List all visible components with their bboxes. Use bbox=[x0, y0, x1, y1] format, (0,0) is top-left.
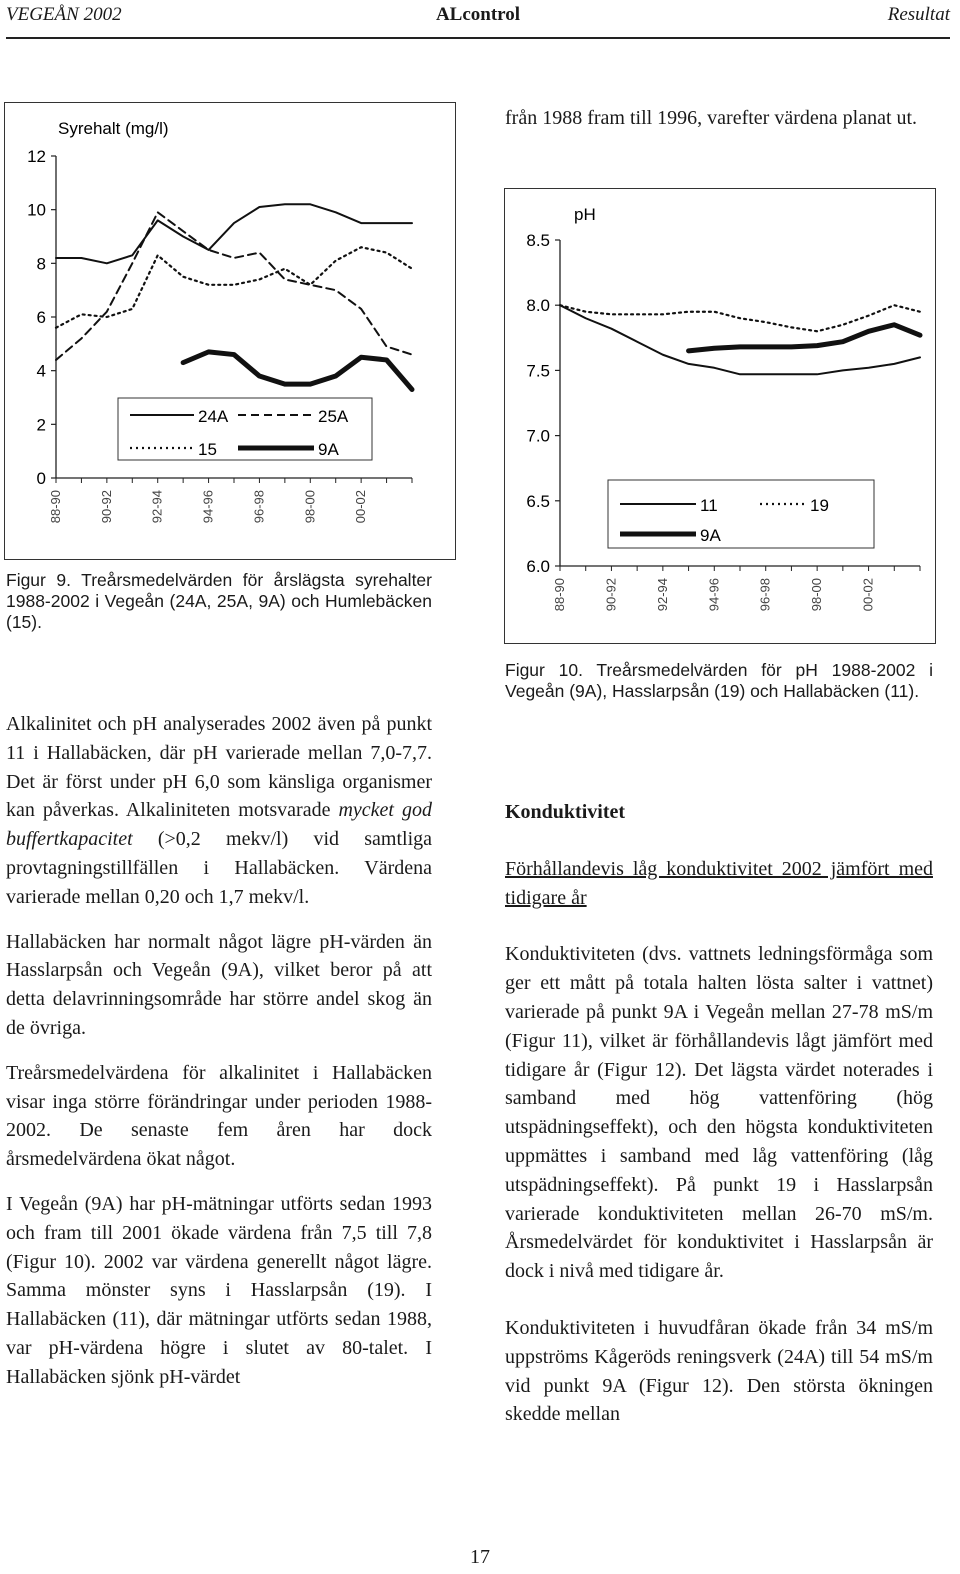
fig10-legend bbox=[608, 480, 874, 548]
fig10-series-19 bbox=[560, 305, 920, 331]
figure-10 bbox=[504, 188, 936, 644]
fig9-y-tick-label: 12 bbox=[27, 147, 46, 166]
left-column bbox=[6, 710, 432, 1392]
fig9-x-tick-label: 90-92 bbox=[98, 490, 114, 524]
figure-9-caption: Figur 9. Treårsmedelvärden för årslägsta syrehalter 1988-2002 i Vegeån (24A, 25A, 9A) och Humlebäcken (15). bbox=[6, 570, 432, 632]
fig9-series-9A bbox=[183, 352, 412, 390]
fig10-x-tick-label: 98-00 bbox=[809, 578, 825, 612]
fig9-series-24A bbox=[56, 204, 412, 263]
figure-9-frame bbox=[5, 103, 456, 560]
right-column bbox=[505, 798, 933, 1429]
figure-10-caption: Figur 10. Treårsmedelvärden för pH 1988-2002 i Vegeån (9A), Hasslarpsån (19) och Hallabäcken (11). bbox=[505, 660, 933, 701]
fig10-x-tick-label: 88-90 bbox=[552, 578, 567, 612]
section-heading: Konduktivitet bbox=[505, 801, 626, 823]
left-paragraph-3: Treårsmedelvärdena för alkalinitet i Hallabäcken visar inga större förändringar under perioden 1988-2002. De senaste fem åren har dock årsmedelvärdena ökat något. bbox=[6, 1061, 432, 1171]
fig10-y-tick-label: 6.5 bbox=[526, 491, 550, 511]
fig10-y-tick-label: 8.0 bbox=[526, 296, 550, 316]
right-column-intro bbox=[505, 104, 933, 133]
figure-10-ylabel: pH bbox=[574, 205, 596, 224]
fig10-legend-label: 19 bbox=[810, 496, 829, 515]
fig9-legend-label: 9A bbox=[318, 440, 339, 459]
fig10-y-tick-label: 8.5 bbox=[526, 231, 550, 250]
fig9-legend-label: 15 bbox=[198, 440, 217, 459]
fig9-y-tick-label: 10 bbox=[27, 200, 46, 220]
fig10-x-tick-label: 96-98 bbox=[757, 578, 773, 612]
fig9-y-tick-label: 2 bbox=[36, 415, 46, 435]
fig9-legend-label: 24A bbox=[198, 407, 229, 426]
fig9-x-tick-label: 94-96 bbox=[200, 490, 216, 524]
fig10-x-tick-label: 92-94 bbox=[654, 578, 670, 612]
header-left: VEGEÅN 2002 bbox=[6, 4, 122, 25]
figure-9 bbox=[4, 102, 456, 560]
left-paragraph-1: Alkalinitet och pH analyserades 2002 även på punkt 11 i Hallabäcken, där pH varierade mellan 7,0-7,7. Det är först under pH 6,0 som känsliga organismer kan påverkas. Alkaliniteten motsvarade mycket god buffertkapacitet (>0,2 mekv/l) vid samtliga provtagningstillfällen i Hallabäcken. Värdena varierade mellan 0,20 och 1,7 mekv/l. bbox=[6, 713, 432, 908]
right-paragraph-1: Konduktiviteten (dvs. vattnets ledningsförmåga som ger ett mått på totala halten lösta salter i vattnet) varierade på punkt 9A i Vegeån mellan 27-78 mS/m (Figur 11), vilket är förhållandevis lågt jämfört med tidigare år (Figur 12). Det lägsta värdet noterades i samband med hög vattenföring (hög utspädningseffekt), och den högsta konduktiviteten uppmättes i samband med låg vattenföring (låg utspädningseffekt). På punkt 19 i Hasslarpsån varierade konduktiviteten mellan 26-70 mS/m. Årsmedelvärdet för konduktivitet i Hasslarpsån är dock i nivå med tidigare år. bbox=[505, 943, 933, 1283]
fig10-legend-label: 9A bbox=[700, 526, 721, 545]
fig9-series-15 bbox=[56, 247, 412, 328]
fig9-x-tick-label: 88-90 bbox=[48, 490, 63, 524]
figure-9-ylabel: Syrehalt (mg/l) bbox=[58, 119, 169, 138]
fig9-x-tick-label: 98-00 bbox=[302, 490, 318, 524]
right-intro: från 1988 fram till 1996, varefter värdena planat ut. bbox=[505, 107, 918, 129]
fig9-x-tick-label: 00-02 bbox=[353, 490, 369, 524]
left-paragraph-2: Hallabäcken har normalt något lägre pH-värden än Hasslarpsån och Vegeån (9A), vilket beror på att detta delavrinningsområde har större andel skog än de övriga. bbox=[6, 930, 432, 1039]
fig9-legend-label: 25A bbox=[318, 407, 349, 426]
fig10-y-tick-label: 6.0 bbox=[526, 557, 550, 576]
header-rule bbox=[6, 37, 950, 39]
left-paragraph-4: I Vegeån (9A) har pH-mätningar utförts sedan 1993 och fram till 2001 ökade värdena från 7,5 till 7,8 (Figur 10). 2002 var värdena generellt något lägre. Samma mönster syns i Hasslarpsån (19). I Hallabäcken (11), där mätningar utförts sedan 1988, var pH-värdena högre i slutet av 80-talet. I Hallabäcken sjönk pH-värdet bbox=[6, 1192, 432, 1388]
figure-10-frame bbox=[505, 189, 936, 644]
page-header bbox=[6, 0, 950, 34]
fig10-x-tick-label: 94-96 bbox=[706, 578, 722, 612]
fig10-legend-label: 11 bbox=[700, 496, 718, 515]
fig10-y-tick-label: 7.5 bbox=[526, 361, 550, 381]
fig9-x-tick-label: 96-98 bbox=[251, 490, 267, 524]
fig9-y-tick-label: 8 bbox=[36, 254, 46, 274]
right-paragraph-2: Konduktiviteten i huvudfåran ökade från 34 mS/m uppströms Kågeröds reningsverk (24A) till 54 mS/m vid punkt 9A (Figur 12). Den största ökningen skedde mellan bbox=[505, 1316, 933, 1426]
header-right: Resultat bbox=[887, 4, 950, 25]
fig9-y-tick-label: 6 bbox=[36, 308, 46, 327]
fig9-series-25A bbox=[56, 212, 412, 360]
header-center: ALcontrol bbox=[435, 4, 521, 25]
emphasis: mycket god buffertkapacitet bbox=[6, 799, 432, 851]
fig9-y-tick-label: 0 bbox=[36, 469, 46, 488]
fig10-x-tick-label: 90-92 bbox=[603, 578, 619, 612]
fig10-x-tick-label: 00-02 bbox=[860, 578, 876, 612]
fig10-y-tick-label: 7.0 bbox=[526, 426, 550, 446]
fig9-x-tick-label: 92-94 bbox=[149, 490, 165, 524]
fig9-y-tick-label: 4 bbox=[36, 361, 46, 381]
page-number: 17 bbox=[470, 1546, 490, 1568]
section-subheading: Förhållandevis låg konduktivitet 2002 jämfört med tidigare år bbox=[505, 857, 933, 909]
figure-9-chart bbox=[4, 102, 456, 560]
figure-10-chart bbox=[504, 188, 936, 644]
